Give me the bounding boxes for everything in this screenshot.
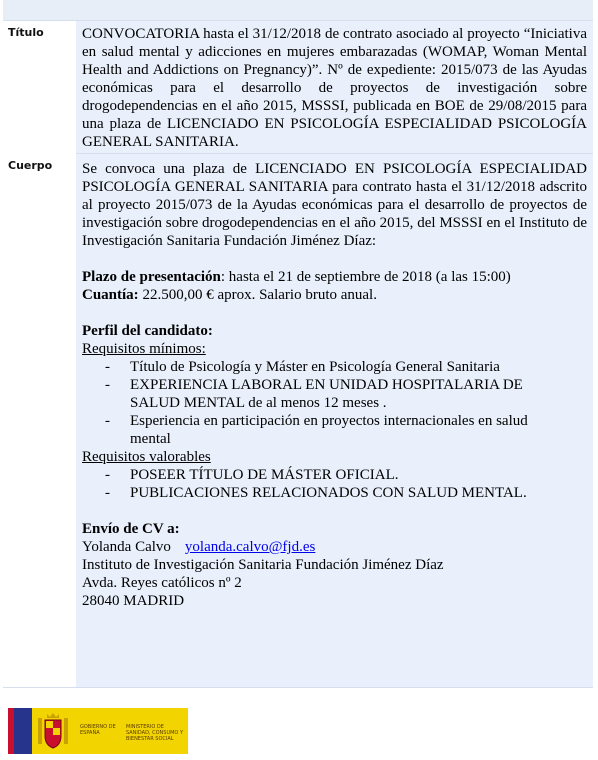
cuerpo-label: Cuerpo xyxy=(3,154,76,687)
requisitos-minimos-heading: Requisitos mínimos: xyxy=(82,341,206,357)
list-item: - POSEER TÍTULO DE MÁSTER OFICIAL. xyxy=(82,466,587,484)
cuantia-line xyxy=(82,286,587,304)
address-line: Avda. Reyes católicos nº 2 xyxy=(82,575,242,591)
requisitos-minimos-list xyxy=(82,358,587,448)
cuerpo-intro: Se convoca una plaza de LICENCIADO EN PSICOLOGÍA ESPECIALIDAD PSICOLOGÍA GENERAL SANITARIA para contrato hasta el 31/12/2018 adscrito al proyecto 2015/073 de la Ayudas económicas para el desarrollo de proyectos de investigación sobre drogodependencias en el año 2015, del MSSSI en el Instituto de Investigación Sanitaria Fundación Jiménez Díaz: xyxy=(82,161,587,249)
cuantia-value: 22.500,00 € aprox. Salario bruto anual. xyxy=(138,287,377,303)
plazo-value: : hasta el 21 de septiembre de 2018 (a las 15:00) xyxy=(220,269,511,285)
perfil-heading: Perfil del candidato: xyxy=(82,323,213,339)
logo-ministerio-text: MINISTERIO DE SANIDAD, CONSUMO Y BIENESTAR SOCIAL xyxy=(126,724,184,742)
ministry-logo xyxy=(8,708,188,754)
contact-name: Yolanda Calvo xyxy=(82,539,171,555)
requisitos-valorables-heading: Requisitos valorables xyxy=(82,449,211,465)
eu-flag-icon xyxy=(14,708,32,754)
logo-gobierno-text: GOBIERNO DE ESPAÑA xyxy=(80,724,116,736)
list-item: - Esperiencia en participación en proyectos internacionales en salud mental xyxy=(82,412,587,448)
cuerpo-content xyxy=(76,154,593,687)
list-item: - PUBLICACIONES RELACIONADOS CON SALUD MENTAL. xyxy=(82,484,587,502)
address-line: Instituto de Investigación Sanitaria Fundación Jiménez Díaz xyxy=(82,557,444,573)
envio-heading: Envío de CV a: xyxy=(82,521,180,537)
row-cuerpo xyxy=(3,154,593,688)
header-bar xyxy=(3,0,593,21)
address-line: 28040 MADRID xyxy=(82,593,185,609)
contact-line xyxy=(82,538,587,556)
details-table xyxy=(3,21,593,688)
coat-of-arms-icon xyxy=(36,712,70,750)
list-item: - Título de Psicología y Máster en Psicología General Sanitaria xyxy=(82,358,587,376)
plazo-line xyxy=(82,268,587,286)
plazo-label: Plazo de presentación xyxy=(82,269,221,285)
titulo-text: CONVOCATORIA hasta el 31/12/2018 de contrato asociado al proyecto “Iniciativa en salud mental y adicciones en mujeres embarazadas (WOMAP, Woman Mental Health and Addictions on Pregnancy)”. Nº de expediente: 2015/073 de las Ayudas económicas para el desarrollo de proyectos de investigación sobre drogodependencias en el año 2015, MSSSI, publicada en BOE de 29/08/2015 para una plaza de LICENCIADO EN PSICOLOGÍA ESPECIALIDAD PSICOLOGÍA GENERAL SANITARIA. xyxy=(76,21,593,154)
list-item: - EXPERIENCIA LABORAL EN UNIDAD HOSPITALARIA DE SALUD MENTAL de al menos 12 meses . xyxy=(82,376,587,412)
requisitos-valorables-list xyxy=(82,466,587,502)
titulo-label: Título xyxy=(3,21,76,154)
cuantia-label: Cuantía: xyxy=(82,287,139,303)
row-titulo xyxy=(3,21,593,154)
contact-email-link[interactable]: yolanda.calvo@fjd.es xyxy=(184,539,316,555)
